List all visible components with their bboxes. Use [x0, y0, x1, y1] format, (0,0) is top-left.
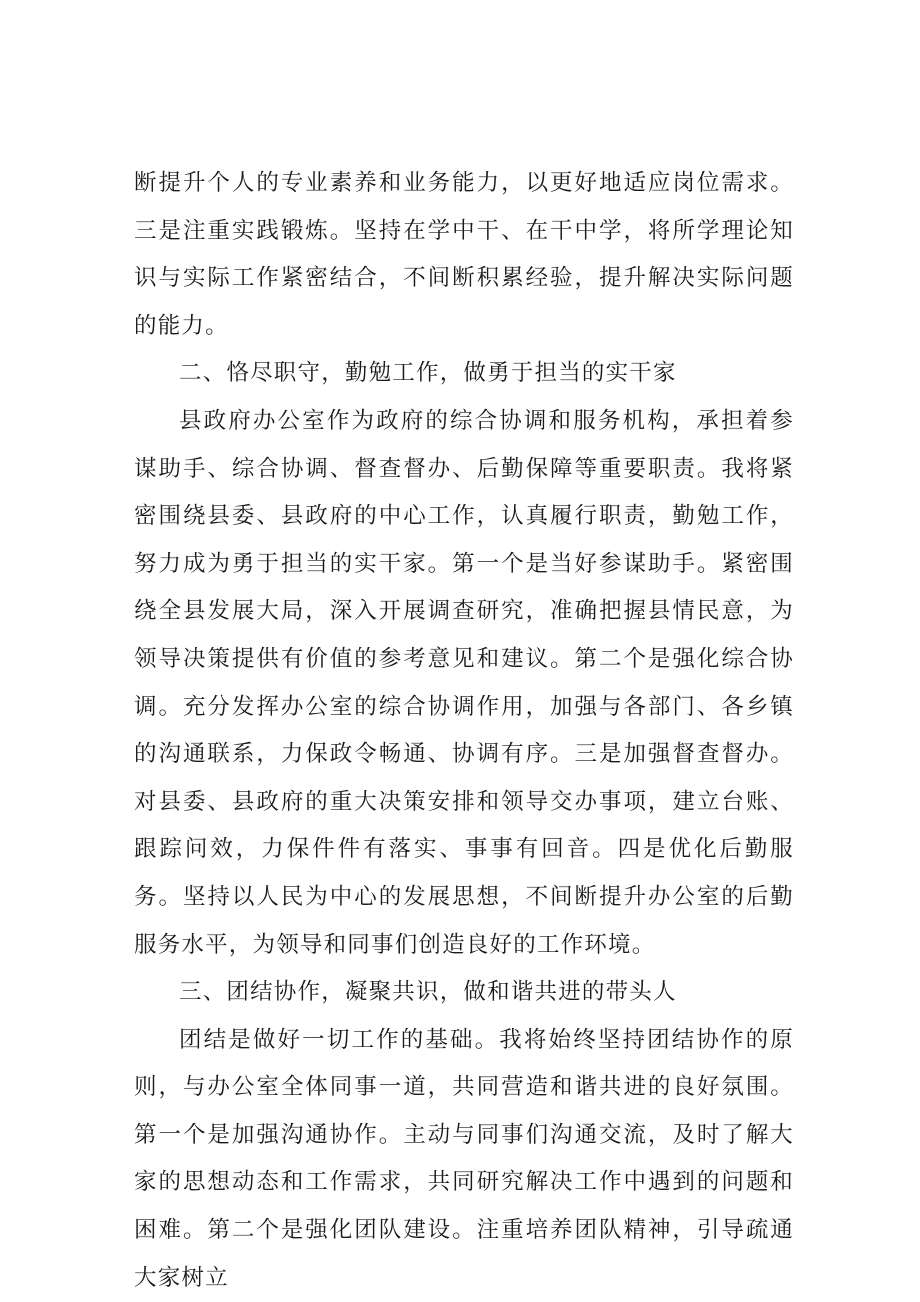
paragraph-section-3: 团结是做好一切工作的基础。我将始终坚持团结协作的原则，与办公室全体同事一道，共同营造和谐共进的良好氛围。第一个是加强沟通协作。主动与同事们沟通交流，及时了解大家的思想动态和工作需求，共同研究解决工作中遇到的问题和困难。第二个是强化团队建设。注重培养团队精神，引导疏通大家树立 — [134, 1026, 794, 1291]
section-heading-3: 三、团结协作，凝聚共识，做和谐共进的带头人 — [179, 979, 677, 1006]
paragraph-continuation: 断提升个人的专业素养和业务能力，以更好地适应岗位需求。三是注重实践锻炼。坚持在学中干、在干中学，将所学理论知识与实际工作紧密结合，不间断积累经验，提升解决实际问题的能力。 — [134, 170, 794, 339]
document-body — [134, 160, 794, 1302]
section-heading-2: 二、恪尽职守，勤勉工作，做勇于担当的实干家 — [179, 360, 677, 387]
paragraph-section-2: 县政府办公室作为政府的综合协调和服务机构，承担着参谋助手、综合协调、督查督办、后勤保障等重要职责。我将紧密围绕县委、县政府的中心工作，认真履行职责，勤勉工作，努力成为勇于担当的实干家。第一个是当好参谋助手。紧密围绕全县发展大局，深入开展调查研究，准确把握县情民意，为领导决策提供有价值的参考意见和建议。第二个是强化综合协调。充分发挥办公室的综合协调作用，加强与各部门、各乡镇的沟通联系，力保政令畅通、协调有序。三是加强督查督办。对县委、县政府的重大决策安排和领导交办事项，建立台账、跟踪问效，力保件件有落实、事事有回音。四是优化后勤服务。坚持以人民为中心的发展思想，不间断提升办公室的后勤服务水平，为领导和同事们创造良好的工作环境。 — [134, 407, 794, 958]
